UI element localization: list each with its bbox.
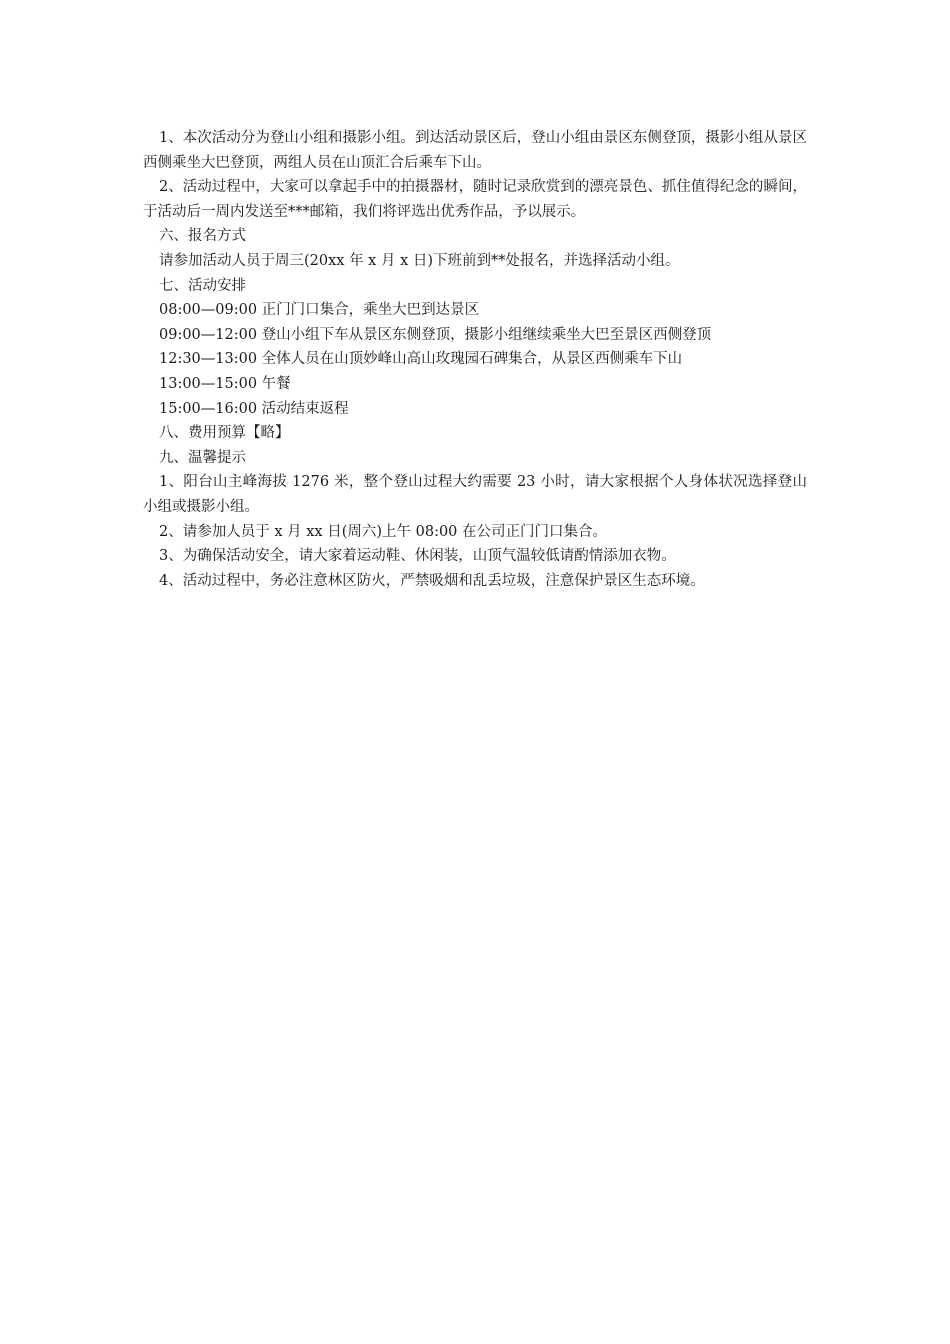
tip-item: 3、为确保活动安全，请大家着运动鞋、休闲装，山顶气温较低请酌情添加衣物。 (159, 548, 676, 565)
paragraph-group-division: 1、本次活动分为登山小组和摄影小组。到达活动景区后，登山小组由景区东侧登顶，摄影小组从景区西侧乘坐大巴登顶，两组人员在山顶汇合后乘车下山。 (143, 130, 807, 171)
schedule-item: 15:00—16:00 活动结束返程 (159, 400, 349, 417)
section-heading-registration: 六、报名方式 (159, 228, 246, 245)
section-heading-schedule: 七、活动安排 (159, 277, 246, 294)
document-body (143, 126, 807, 593)
tip-item: 1、阳台山主峰海拔 1276 米，整个登山过程大约需要 23 小时，请大家根据个人身体状况选择登山小组或摄影小组。 (143, 474, 807, 515)
paragraph-registration: 请参加活动人员于周三(20xx 年 x 月 x 日)下班前到**处报名，并选择活动小组。 (159, 252, 680, 269)
paragraph-photo-submission: 2、活动过程中，大家可以拿起手中的拍摄器材，随时记录欣赏到的漂亮景色、抓住值得纪念的瞬间，于活动后一周内发送至***邮箱，我们将评选出优秀作品，予以展示。 (143, 179, 807, 220)
schedule-item: 12:30—13:00 全体人员在山顶妙峰山高山玫瑰园石碑集合，从景区西侧乘车下山 (159, 351, 683, 368)
tip-item: 4、活动过程中，务必注意林区防火，严禁吸烟和乱丢垃圾，注意保护景区生态环境。 (159, 572, 705, 589)
section-heading-budget: 八、费用预算【略】 (159, 425, 290, 442)
tip-item: 2、请参加人员于 x 月 xx 日(周六)上午 08:00 在公司正门门口集合。 (159, 523, 608, 540)
section-heading-tips: 九、温馨提示 (159, 449, 246, 466)
schedule-item: 08:00—09:00 正门门口集合，乘坐大巴到达景区 (159, 302, 480, 319)
schedule-item: 09:00—12:00 登山小组下车从景区东侧登顶，摄影小组继续乘坐大巴至景区西侧登顶 (159, 326, 712, 343)
schedule-item: 13:00—15:00 午餐 (159, 375, 291, 392)
